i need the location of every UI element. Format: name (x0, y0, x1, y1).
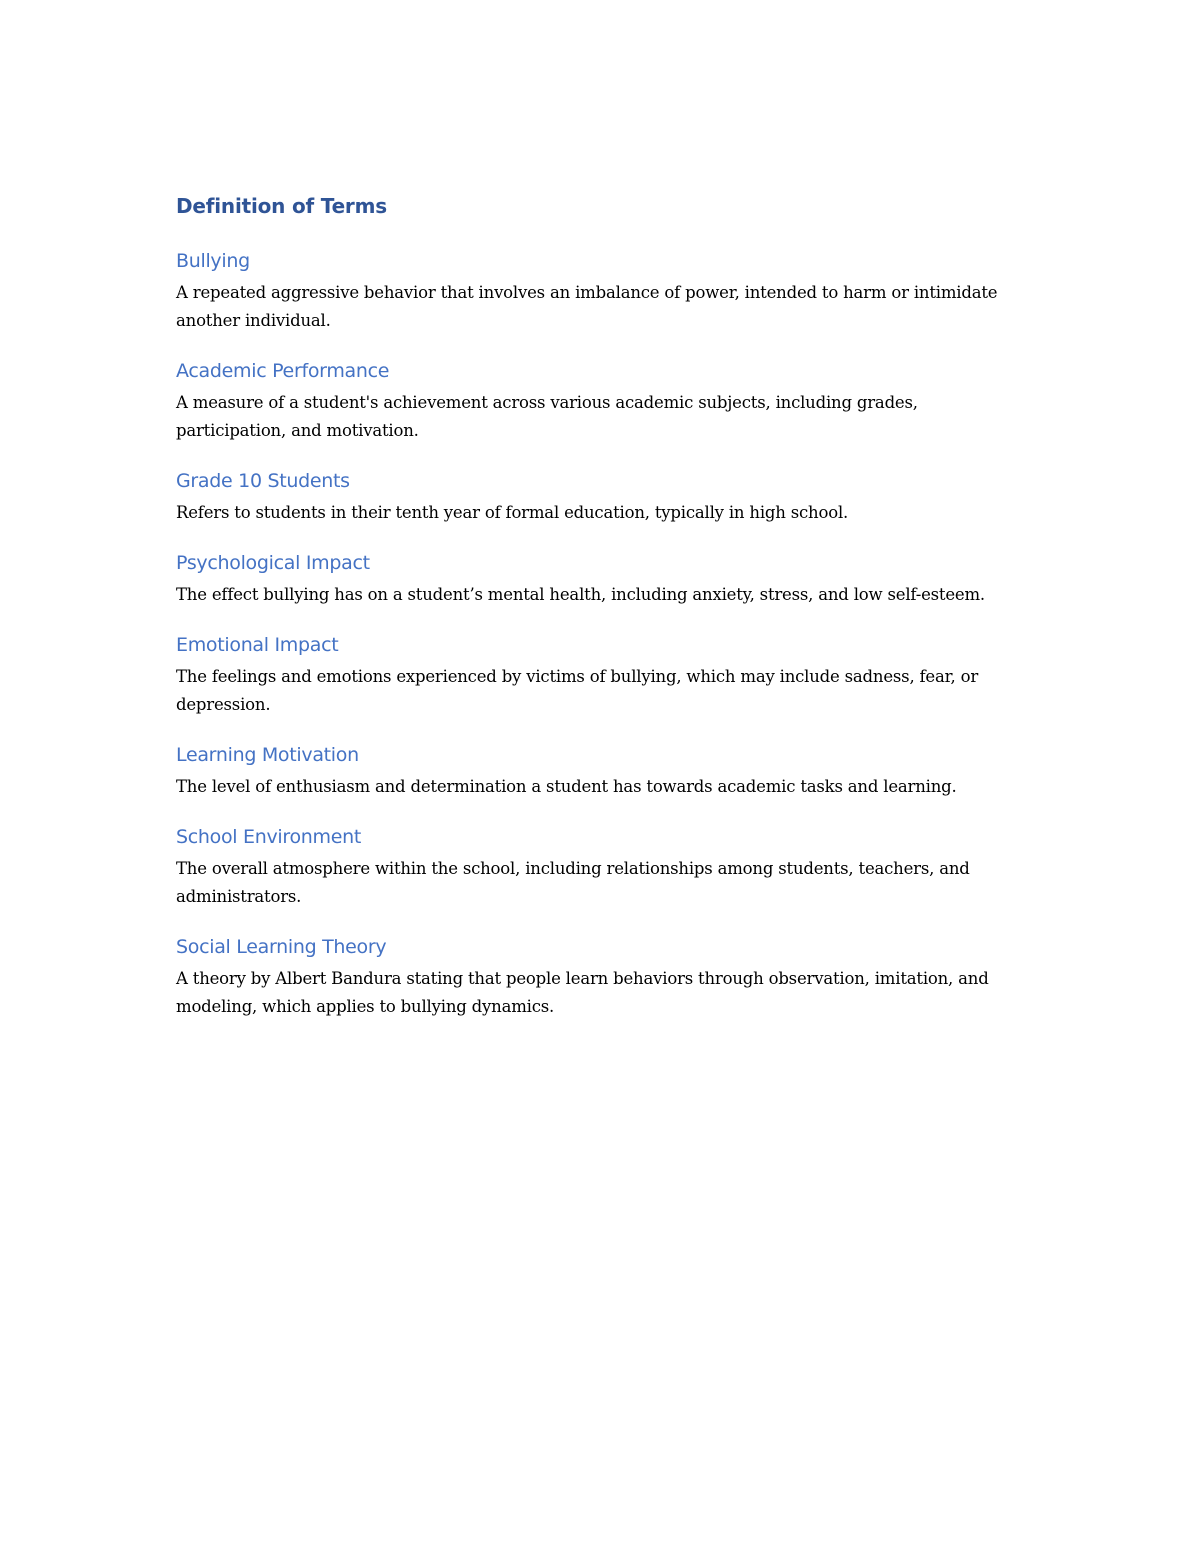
term-heading: Grade 10 Students (176, 470, 350, 492)
term-entry (176, 357, 1016, 445)
term-definition: The level of enthusiasm and determination a student has towards academic tasks and learning. (176, 777, 957, 796)
term-entry (176, 549, 1016, 609)
term-entry (176, 933, 1016, 1021)
term-definition: A measure of a student's achievement across various academic subjects, including grades, participation, and motivation. (176, 393, 918, 440)
document-title: Definition of Terms (176, 194, 387, 218)
term-heading: Emotional Impact (176, 634, 339, 656)
term-heading: Academic Performance (176, 360, 390, 382)
term-entry (176, 741, 1016, 801)
term-definition: Refers to students in their tenth year of formal education, typically in high school. (176, 503, 849, 522)
term-heading: Bullying (176, 250, 250, 272)
term-entry (176, 823, 1016, 911)
term-entry (176, 467, 1016, 527)
term-entry (176, 247, 1016, 335)
term-heading: School Environment (176, 826, 362, 848)
term-heading: Learning Motivation (176, 744, 359, 766)
term-definition: The feelings and emotions experienced by victims of bullying, which may include sadness, fear, or depression. (176, 667, 979, 714)
term-heading: Psychological Impact (176, 552, 370, 574)
document-content (176, 191, 1016, 1043)
term-definition: A theory by Albert Bandura stating that people learn behaviors through observation, imitation, and modeling, which applies to bullying dynamics. (176, 969, 989, 1016)
term-heading: Social Learning Theory (176, 936, 387, 958)
term-definition: A repeated aggressive behavior that involves an imbalance of power, intended to harm or intimidate another individual. (176, 283, 998, 330)
term-definition: The effect bullying has on a student’s mental health, including anxiety, stress, and low self-esteem. (176, 585, 985, 604)
terms-list (176, 247, 1016, 1021)
term-entry (176, 631, 1016, 719)
term-definition: The overall atmosphere within the school, including relationships among students, teachers, and administrators. (176, 859, 970, 906)
